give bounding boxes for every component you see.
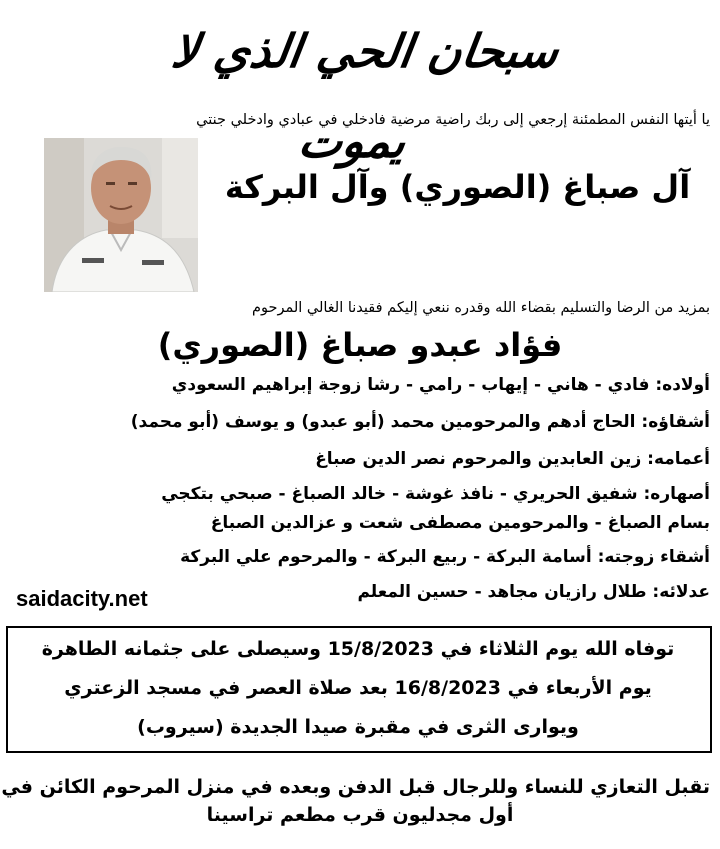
watermark-text: saidacity.net [16,586,148,611]
condolences-line-1: تقبل التعازي للنساء وللرجال قبل الدفن وبعده في منزل المرحوم الكائن في [1,776,710,798]
relatives-in-laws-2: بسام الصباغ - والمرحومين مصطفى شعت و عزالدين الصباغ [210,513,710,533]
deceased-photo [44,138,198,292]
calligraphy-header: سبحان الحي الذي لا يموت [168,24,562,168]
funeral-line-3: ويوارى الثرى في مقبرة صيدا الجديدة (سيروب) [137,716,579,738]
relatives-children: أولاده: فادي - هاني - إيهاب - رامي - رشا زوجة إبراهيم السعودي [171,375,710,395]
announcement-text: بمزيد من الرضا والتسليم بقضاء الله وقدره ننعي إليكم فقيدنا الغالي المرحوم [252,300,710,316]
condolences-line-2: أول مجدليون قرب مطعم تراسينا [206,804,514,826]
relatives-wife-siblings: أشقاء زوجته: أسامة البركة - ربيع البركة - والمرحوم علي البركة [180,547,710,567]
relatives-uncles: أعمامه: زين العابدين والمرحوم نصر الدين صباغ [315,449,710,469]
portrait-image [44,138,198,292]
funeral-line-2: يوم الأربعاء في 16/8/2023 بعد صلاة العصر في مسجد الزعتري [64,677,652,699]
relatives-in-laws-1: أصهاره: شفيق الحريري - نافذ غوشة - خالد الصباغ - صبحي بتكجي [161,484,710,504]
funeral-details-box [6,626,712,753]
relatives-siblings: أشقاؤه: الحاج أدهم والمرحومين محمد (أبو عبدو) و يوسف (أبو محمد) [130,412,710,432]
relatives-co-in-laws: عدلائه: طلال رازيان مجاهد - حسين المعلم [357,582,710,602]
family-name: آل صباغ (الصوري) وآل البركة [224,168,691,206]
deceased-name: فؤاد عبدو صباغ (الصوري) [157,326,563,364]
quran-verse: يا أيتها النفس المطمئنة إرجعي إلى ربك راضية مرضية فادخلي في عبادي وادخلي جنتي [196,112,710,128]
funeral-line-1: توفاه الله يوم الثلاثاء في 15/8/2023 وسيصلى على جثمانه الطاهرة [41,638,675,660]
